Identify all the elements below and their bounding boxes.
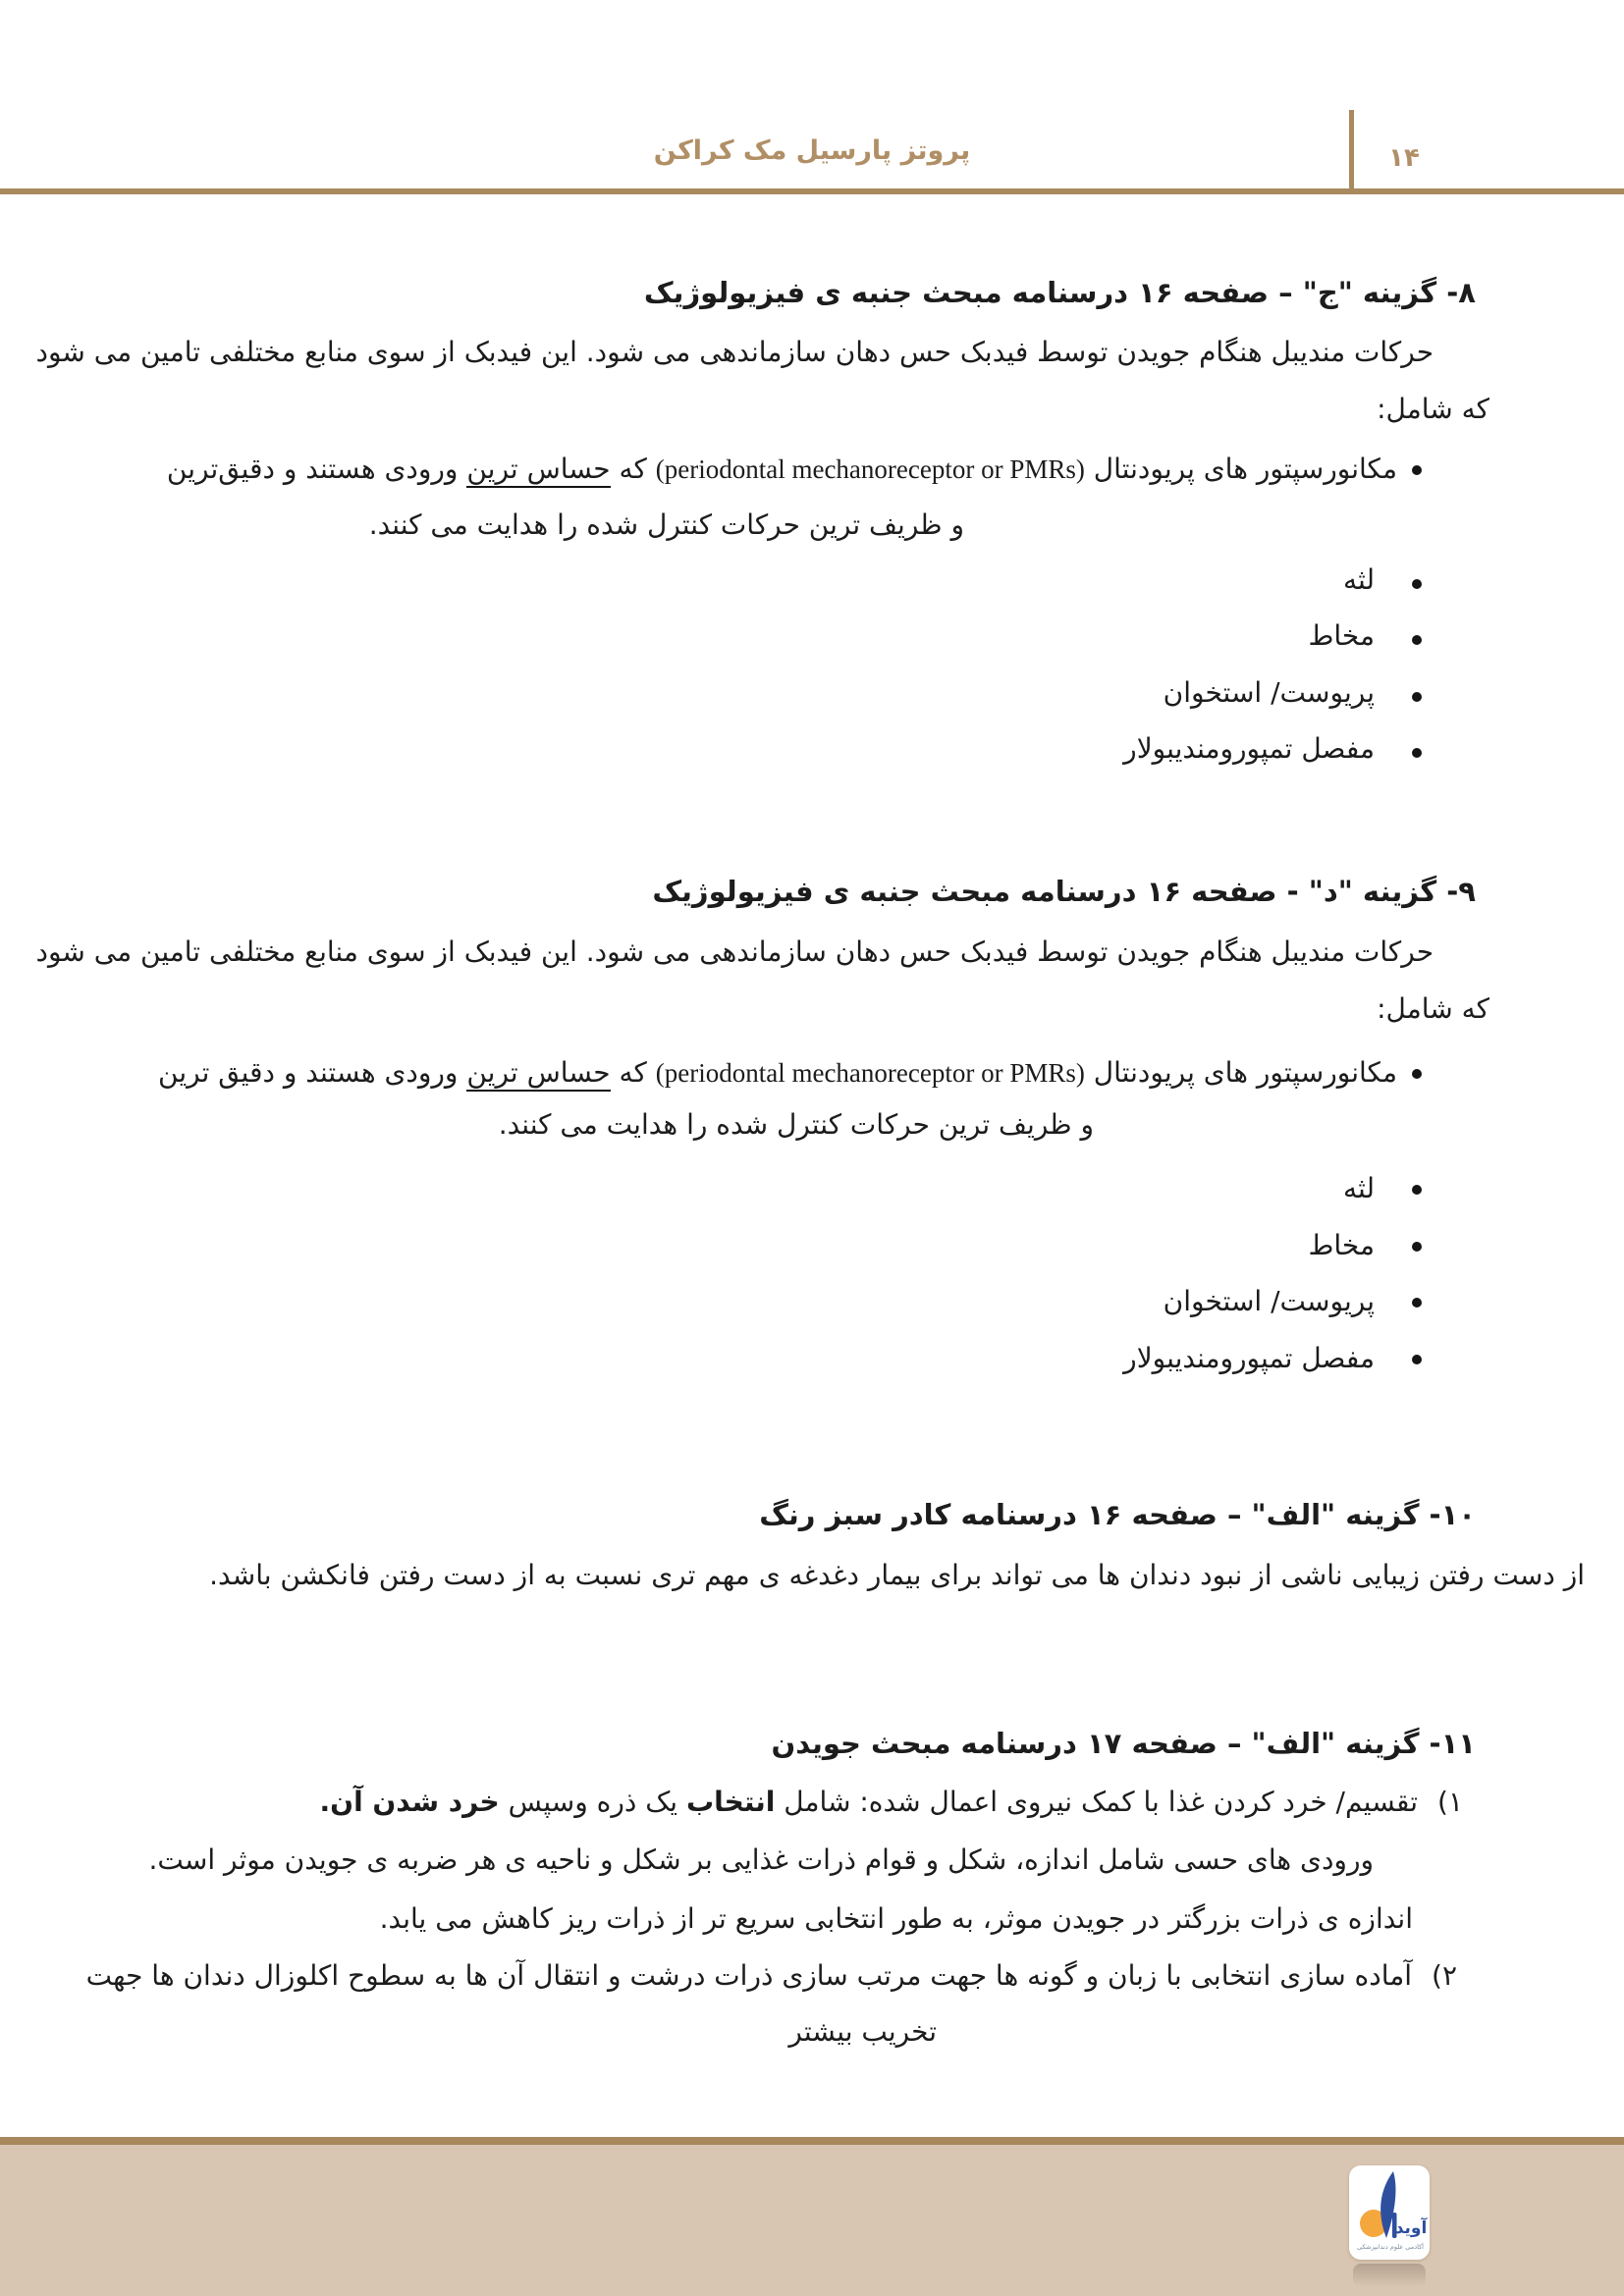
item-text-part1: تقسیم/ خرد کردن غذا با کمک نیروی اعمال شده: شامل bbox=[775, 1786, 1419, 1818]
item-number: ۲) bbox=[1432, 1959, 1457, 1992]
underlined-text: حساس ترین bbox=[466, 1056, 610, 1092]
section-9-bullet-tmj: مفصل تمپورومندیبولار bbox=[1123, 1342, 1375, 1374]
item-text-part2: یک ذره وسپس bbox=[499, 1786, 686, 1818]
logo-artwork bbox=[1349, 2165, 1430, 2260]
bold-text: خرد شدن آن. bbox=[319, 1786, 500, 1818]
footer-rule bbox=[0, 2137, 1624, 2145]
section-10-paragraph: از دست رفتن زیبایی ناشی از نبود دندان ها می تواند برای بیمار دغدغه ی مهم تری نسبت به از دست رفتن فانکشن باشد. bbox=[209, 1559, 1585, 1591]
section-11-item-1 bbox=[320, 1785, 1463, 1820]
bullet-icon bbox=[1412, 635, 1422, 645]
bullet-text-part2: که bbox=[610, 1056, 656, 1089]
item-text: آماده سازی انتخابی با زبان و گونه ها جهت مرتب سازی ذرات درشت و انتقال آن ها به سطوح اکلوزال دندان ها جهت bbox=[85, 1959, 1413, 1992]
section-8-paragraph-line2: که شامل: bbox=[1377, 393, 1489, 425]
section-9-paragraph-line1: حرکات مندیبل هنگام جویدن توسط فیدبک حس دهان سازماندهی می شود. این فیدبک از سوی منابع مختلفی تامین می شود bbox=[35, 935, 1434, 968]
section-11-item-2 bbox=[86, 1958, 1457, 1994]
bullet-icon bbox=[1412, 748, 1422, 758]
section-8-bullet-tmj: مفصل تمپورومندیبولار bbox=[1123, 732, 1375, 765]
bullet-icon bbox=[1412, 692, 1422, 702]
section-8-bullet-mechanoreceptor bbox=[167, 452, 1397, 487]
bullet-icon bbox=[1412, 1355, 1422, 1364]
section-11-item-2-line2: تخریب بیشتر bbox=[788, 2015, 937, 2048]
section-9-bullet-mechanoreceptor-line2: و ظریف ترین حرکات کنترل شده را هدایت می کنند. bbox=[498, 1108, 1094, 1141]
bullet-text-part1: مکانورسپتور های پریودنتال bbox=[1084, 453, 1397, 485]
english-term: (periodontal mechanoreceptor or PMRs) bbox=[655, 454, 1085, 484]
bold-text: انتخاب bbox=[685, 1786, 776, 1818]
logo-wordmark: آوید bbox=[1394, 2218, 1428, 2238]
section-10-heading: ۱۰- گزینه "الف" – صفحه ۱۶ درسنامه کادر سبز رنگ bbox=[759, 1498, 1476, 1531]
header-divider bbox=[1349, 110, 1354, 194]
page-title: پروتز پارسیل مک کراکن bbox=[653, 135, 971, 166]
avid-academy-logo bbox=[1349, 2165, 1430, 2260]
section-9-bullet-gingiva: لثه bbox=[1343, 1172, 1375, 1204]
bullet-text-part1: مکانورسپتور های پریودنتال bbox=[1084, 1056, 1397, 1089]
bullet-text-part2: که bbox=[610, 453, 656, 485]
item-number: ۱) bbox=[1437, 1786, 1463, 1818]
section-8-heading: ۸- گزینه "ج" – صفحه ۱۶ درسنامه مبحث جنبه ی فیزیولوژیک bbox=[643, 276, 1476, 309]
header-rule bbox=[0, 188, 1624, 194]
bullet-text-part3: ورودی هستند و دقیق‌ترین bbox=[166, 453, 467, 485]
section-9-heading: ۹- گزینه "د" - صفحه ۱۶ درسنامه مبحث جنبه ی فیزیولوژیک bbox=[652, 875, 1476, 908]
section-11-line-sensory-inputs: ورودی های حسی شامل اندازه، شکل و قوام ذرات غذایی بر شکل و ناحیه ی هر ضربه ی جویدن موثر است. bbox=[148, 1843, 1374, 1876]
underlined-text: حساس ترین bbox=[466, 453, 610, 488]
bullet-icon bbox=[1412, 1185, 1422, 1195]
section-9-paragraph-line2: که شامل: bbox=[1377, 992, 1489, 1025]
section-8-bullet-mechanoreceptor-line2: و ظریف ترین حرکات کنترل شده را هدایت می کنند. bbox=[368, 508, 964, 541]
section-9-bullet-mechanoreceptor bbox=[158, 1055, 1397, 1091]
bullet-icon bbox=[1412, 1298, 1422, 1308]
english-term: (periodontal mechanoreceptor or PMRs) bbox=[655, 1058, 1085, 1088]
bullet-icon bbox=[1412, 579, 1422, 589]
bullet-text-part3: ورودی هستند و دقیق ترین bbox=[158, 1056, 467, 1089]
section-9-bullet-periosteum: پریوست/ استخوان bbox=[1163, 1285, 1375, 1317]
logo-caption: آکادمی علوم دندانپزشکی bbox=[1357, 2243, 1424, 2251]
page-number: ۱۴ bbox=[1388, 143, 1420, 173]
bullet-icon bbox=[1412, 1069, 1422, 1079]
section-9-bullet-mucosa: مخاط bbox=[1308, 1229, 1375, 1261]
section-8-paragraph-line1: حرکات مندیبل هنگام جویدن توسط فیدبک حس دهان سازماندهی می شود. این فیدبک از سوی منابع مختلفی تامین می شود bbox=[35, 336, 1434, 368]
section-8-bullet-mucosa: مخاط bbox=[1308, 619, 1375, 652]
bullet-icon bbox=[1412, 1242, 1422, 1252]
logo-reflection bbox=[1353, 2264, 1426, 2287]
section-8-bullet-periosteum: پریوست/ استخوان bbox=[1163, 676, 1375, 709]
section-11-line-particle-size: اندازه ی ذرات بزرگتر در جویدن موثر، به طور انتخابی سریع تر از ذرات ریز کاهش می یابد. bbox=[379, 1902, 1413, 1935]
section-11-heading: ۱۱- گزینه "الف" – صفحه ۱۷ درسنامه مبحث جویدن bbox=[771, 1727, 1476, 1760]
bullet-icon bbox=[1412, 465, 1422, 475]
section-8-bullet-gingiva: لثه bbox=[1343, 563, 1375, 596]
